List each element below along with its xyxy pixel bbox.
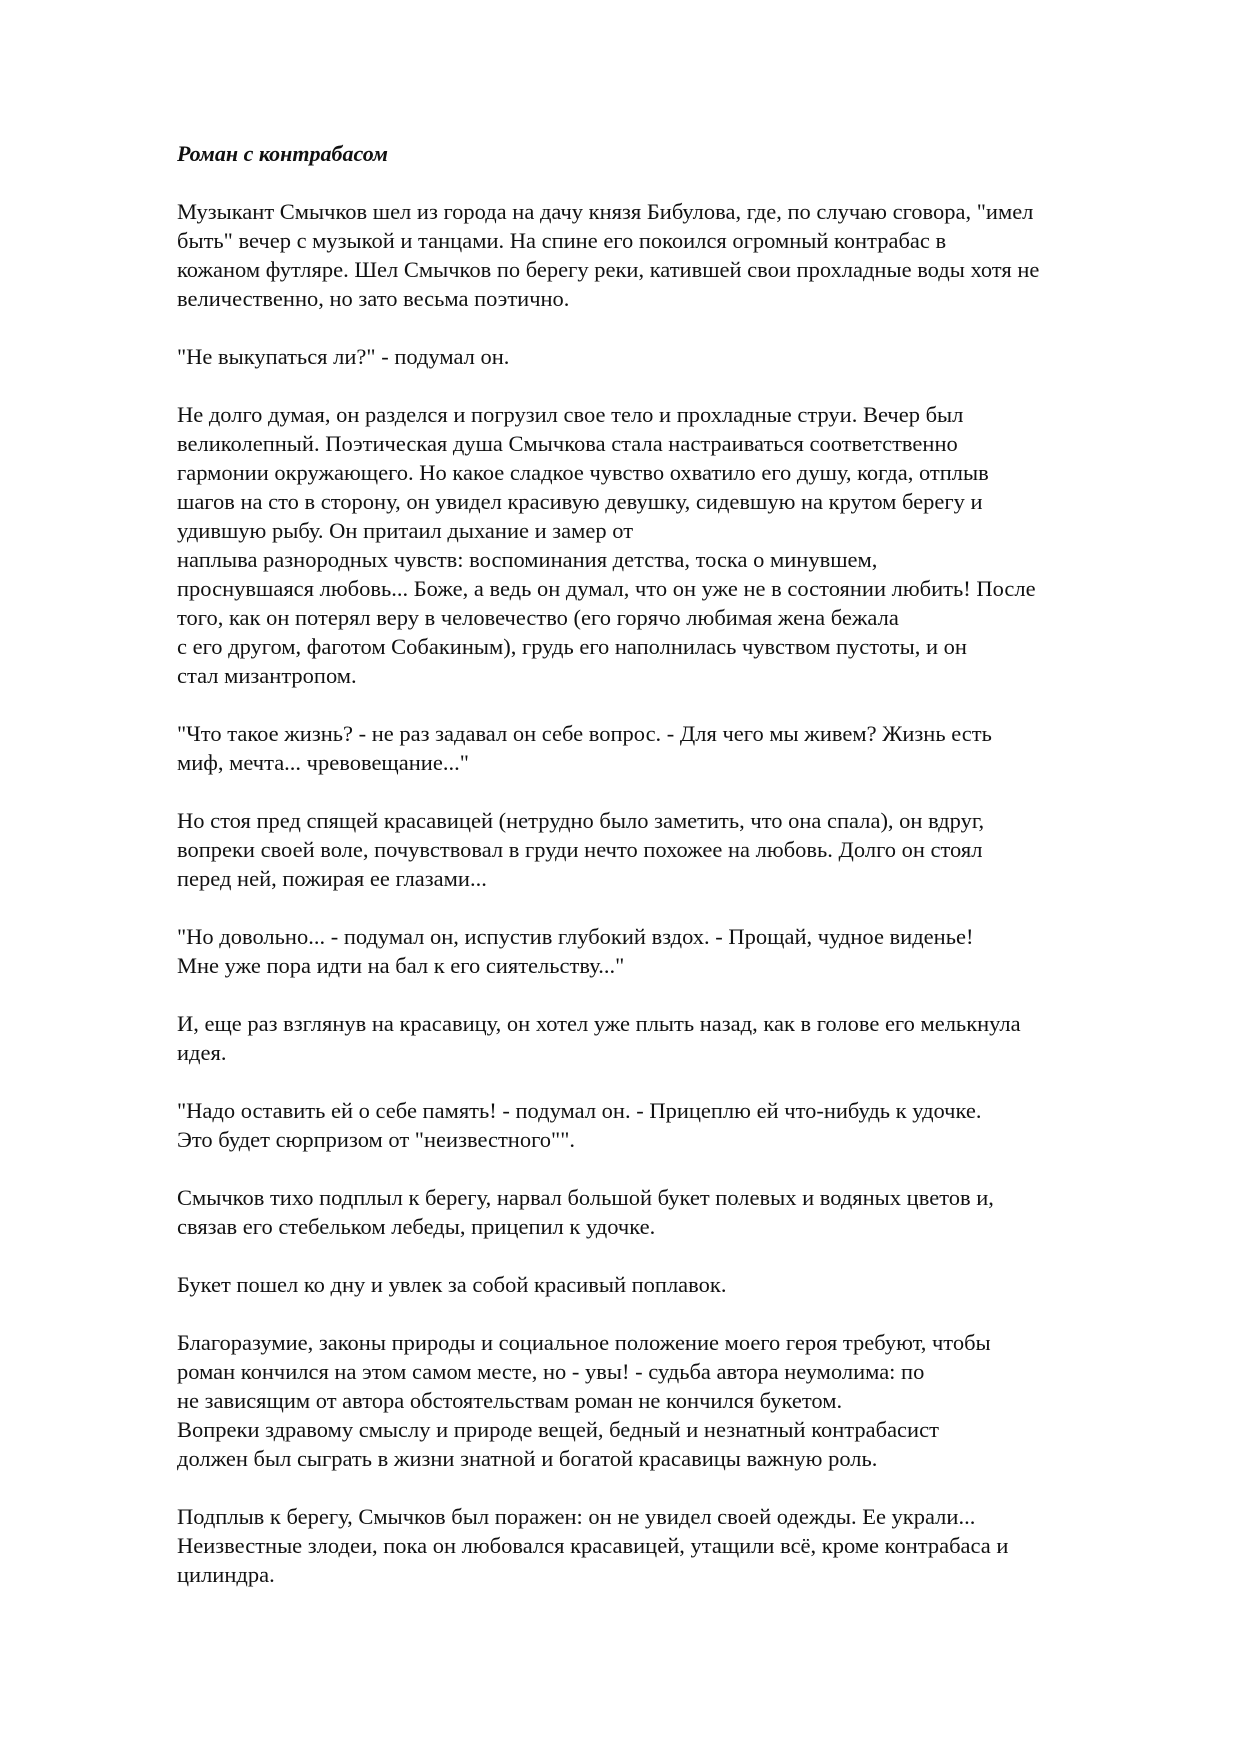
text-line: быть" вечер с музыкой и танцами. На спине его покоился огромный контрабас в	[177, 228, 947, 253]
text-line: стал мизантропом.	[177, 663, 357, 688]
paragraph	[177, 922, 1167, 980]
paragraph	[177, 719, 1167, 777]
text-line: наплыва разнородных чувств: воспоминания детства, тоска о минувшем,	[177, 547, 878, 572]
text-line: с его другом, фаготом Собакиным), грудь его наполнилась чувством пустоты, и он	[177, 634, 967, 659]
text-line: Неизвестные злодеи, пока он любовался красавицей, утащили всё, кроме контрабаса и	[177, 1533, 1009, 1558]
text-line: Мне уже пора идти на бал к его сиятельству..."	[177, 953, 625, 978]
text-line: Не долго думая, он разделся и погрузил свое тело и прохладные струи. Вечер был	[177, 402, 964, 427]
text-line: связав его стебельком лебеды, прицепил к удочке.	[177, 1214, 656, 1239]
story-title: Роман с контрабасом	[177, 141, 388, 166]
text-line: должен был сыграть в жизни знатной и богатой красавицы важную роль.	[177, 1446, 878, 1471]
paragraph	[177, 806, 1167, 893]
text-line: Букет пошел ко дну и увлек за собой красивый поплавок.	[177, 1272, 727, 1297]
text-line: Благоразумие, законы природы и социальное положение моего героя требуют, чтобы	[177, 1330, 991, 1355]
text-line: миф, мечта... чревовещание..."	[177, 750, 469, 775]
paragraph	[177, 1502, 1167, 1589]
text-line: И, еще раз взглянув на красавицу, он хотел уже плыть назад, как в голове его мелькнула	[177, 1011, 1021, 1036]
text-line: перед ней, пожирая ее глазами...	[177, 866, 487, 891]
text-line: того, как он потерял веру в человечество (его горячо любимая жена бежала	[177, 605, 899, 630]
text-line: Это будет сюрпризом от "неизвестного"".	[177, 1127, 576, 1152]
text-line: шагов на сто в сторону, он увидел красивую девушку, сидевшую на крутом берегу и	[177, 489, 983, 514]
text-line: не зависящим от автора обстоятельствам роман не кончился букетом.	[177, 1388, 843, 1413]
paragraph	[177, 197, 1167, 313]
text-line: Смычков тихо подплыл к берегу, нарвал большой букет полевых и водяных цветов и,	[177, 1185, 994, 1210]
text-line: кожаном футляре. Шел Смычков по берегу реки, катившей свои прохладные воды хотя не	[177, 257, 1040, 282]
text-line: "Не выкупаться ли?" - подумал он.	[177, 344, 510, 369]
text-line: величественно, но зато весьма поэтично.	[177, 286, 570, 311]
text-line: Музыкант Смычков шел из города на дачу князя Бибулова, где, по случаю сговора, "имел	[177, 199, 1034, 224]
text-line: "Что такое жизнь? - не раз задавал он себе вопрос. - Для чего мы живем? Жизнь есть	[177, 721, 992, 746]
text-line: Подплыв к берегу, Смычков был поражен: он не увидел своей одежды. Ее украли...	[177, 1504, 976, 1529]
paragraph	[177, 1183, 1167, 1241]
paragraph	[177, 1009, 1167, 1067]
paragraph	[177, 400, 1167, 690]
text-line: проснувшаяся любовь... Боже, а ведь он думал, что он уже не в состоянии любить! После	[177, 576, 1036, 601]
text-line: "Надо оставить ей о себе память! - подумал он. - Прицеплю ей что-нибудь к удочке.	[177, 1098, 982, 1123]
paragraph	[177, 1328, 1167, 1473]
text-line: Но стоя пред спящей красавицей (нетрудно было заметить, что она спала), он вдруг,	[177, 808, 985, 833]
text-line: идея.	[177, 1040, 227, 1065]
text-line: цилиндра.	[177, 1562, 275, 1587]
text-line: гармонии окружающего. Но какое сладкое чувство охватило его душу, когда, отплыв	[177, 460, 989, 485]
text-line: великолепный. Поэтическая душа Смычкова стала настраиваться соответственно	[177, 431, 958, 456]
paragraph	[177, 342, 1167, 371]
document-body	[177, 140, 1167, 1618]
paragraph-list	[177, 197, 1167, 1589]
text-line: удившую рыбу. Он притаил дыхание и замер от	[177, 518, 634, 543]
text-line: роман кончился на этом самом месте, но - увы! - судьба автора неумолима: по	[177, 1359, 925, 1384]
paragraph	[177, 1270, 1167, 1299]
paragraph	[177, 1096, 1167, 1154]
text-line: вопреки своей воле, почувствовал в груди нечто похожее на любовь. Долго он стоял	[177, 837, 983, 862]
text-line: "Но довольно... - подумал он, испустив глубокий вздох. - Прощай, чудное виденье!	[177, 924, 974, 949]
text-line: Вопреки здравому смыслу и природе вещей, бедный и незнатный контрабасист	[177, 1417, 939, 1442]
